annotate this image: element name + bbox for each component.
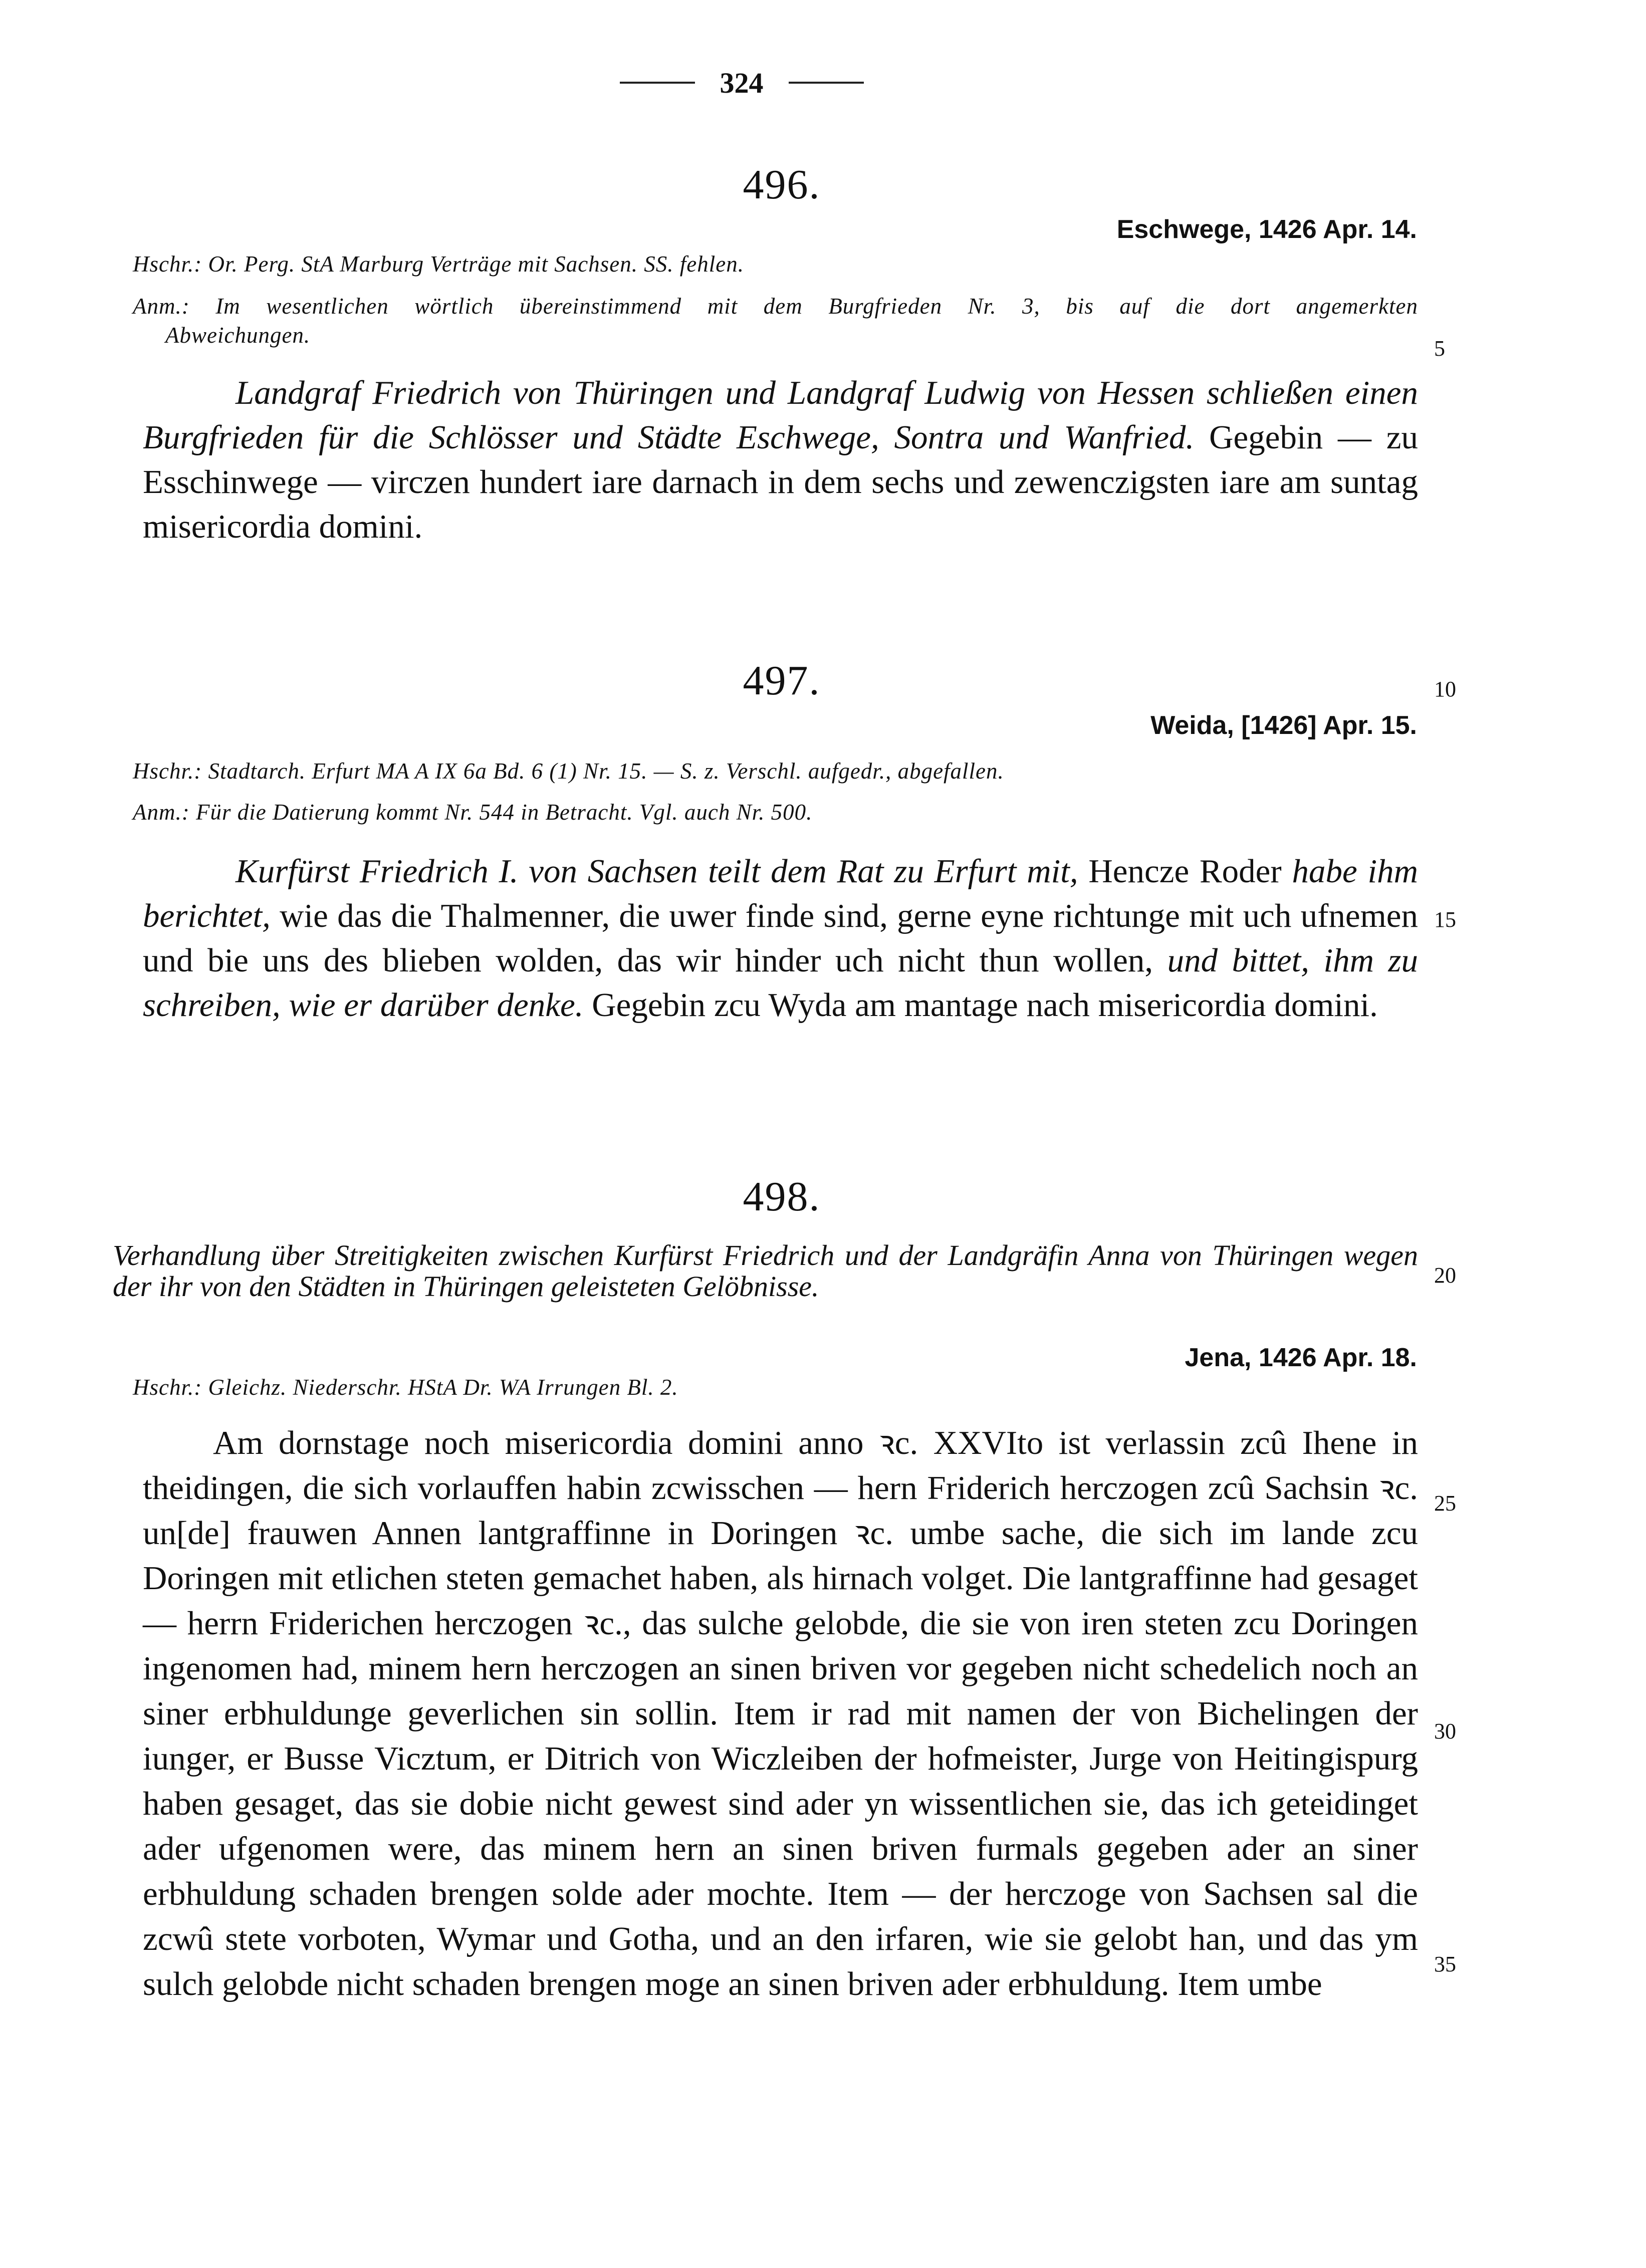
entry-place-date: Eschwege, 1426 Apr. 14. (1116, 215, 1417, 244)
margin-line-number: 35 (1434, 1952, 1456, 1976)
entry-quote: Gegebin — zu Esschinwege — virczen hundert iare darnach in dem sechs und zewenczigsten iare am suntag misericordia domini. (143, 419, 1418, 545)
entry-hschr: Hschr.: Stadtarch. Erfurt MA A IX 6a Bd. 6 (1) Nr. 15. — S. z. Verschl. aufgedr., abgefallen. (133, 759, 1004, 784)
entry-anm: Anm.: Im wesentlichen wörtlich übereinstimmend mit dem Burgfrieden Nr. 3, bis auf die dort angemerkten (133, 294, 1418, 319)
entry-body (143, 1420, 1418, 2006)
entry-anm: Anm.: Für die Datierung kommt Nr. 544 in Betracht. Vgl. auch Nr. 500. (133, 800, 813, 825)
entry-body (143, 371, 1418, 549)
margin-line-number: 5 (1434, 336, 1445, 361)
entry-quote-part: Hencze Roder (1088, 853, 1282, 890)
entry-regest-part: Kurfürst Friedrich I. von Sachsen teilt dem Rat zu Erfurt mit, (236, 853, 1078, 890)
entry-quote-part: wie das die Thalmenner, die uwer finde sind, gerne eyne richtunge mit uch ufnemen und bie uns des blieben wolden, das wir hinder uch nicht thun wollen, (143, 897, 1419, 979)
entry-quote-part: Gegebin zcu Wyda am mantage nach misericordia domini. (592, 986, 1378, 1024)
entry-place-date: Jena, 1426 Apr. 18. (1185, 1343, 1417, 1372)
entry-regest-part: und bittet, ihm zu schreiben, wie er darüber denke. (143, 942, 1419, 1024)
entry-regest-part: habe ihm berichtet, (143, 853, 1419, 934)
margin-line-number: 10 (1434, 677, 1456, 701)
header-rule-left (620, 82, 695, 84)
page-header (581, 60, 902, 105)
entry-text: Am dornstage noch misericordia domini anno ꝛc. XXVIto ist verlassin zcû Ihene in theidingen, die sich vorlauffen habin zcwisschen — hern Friderich herczogen zcû Sachsin ꝛc. un[de] frauwen Annen lantgraffinne in Doringen ꝛc. umbe sache, die sich im lande zcu Doringen mit etlichen steten gemachet haben, als hirnach volget. Die lantgraffinne had gesaget — herrn Friderichen herczogen ꝛc., das sulche gelobde, die sie von iren steten zcu Doringen ingenomen had, minem hern herczogen an sinen briven vor gegeben nicht schedelich noch an siner erbhuldunge geverlichen sin sollin. Item ir rad mit namen der von Bichelingen der iunger, er Busse Vicztum, er Ditrich von Wiczleiben der hofmeister, Jurge von Heitingispurg haben gesaget, das sie dobie nicht gewest sind ader yn wissentlichen sie, das ich geteidinget ader ufgenomen were, das minem hern an sinen briven furmals gegeben ader an siner erbhuldung schaden brengen solde ader mochte. Item — der herczoge von Sachsen sal die zcwû stete vorboten, Wymar und Gotha, und an den irfaren, wie sie gelobt han, und das ym sulch gelobde nicht schaden brengen moge an sinen briven ader erbhuldung. Item umbe (143, 1424, 1418, 2002)
entry-summary: Verhandlung über Streitigkeiten zwischen Kurfürst Friedrich und der Landgräfin Anna von Thüringen wegen der ihr von den Städten in Thüringen geleisteten Gelöbnisse. (113, 1239, 1418, 1303)
entry-number: 497. (743, 657, 821, 704)
entry-hschr: Hschr.: Or. Perg. StA Marburg Verträge mit Sachsen. SS. fehlen. (133, 251, 744, 277)
entry-regest: Landgraf Friedrich von Thüringen und Landgraf Ludwig von Hessen schließen einen Burgfrieden für die Schlösser und Städte Eschwege, Sontra und Wanfried. (143, 374, 1418, 456)
entry-number: 498. (743, 1173, 821, 1220)
margin-line-number: 25 (1434, 1491, 1456, 1516)
entry-body (143, 849, 1418, 1028)
header-rule-right (789, 82, 864, 84)
margin-line-number: 20 (1434, 1263, 1456, 1288)
entry-number: 496. (743, 161, 821, 208)
page-number: 324 (720, 66, 764, 99)
entry-hschr: Hschr.: Gleichz. Niederschr. HStA Dr. WA Irrungen Bl. 2. (133, 1375, 678, 1400)
margin-line-number: 15 (1434, 907, 1456, 932)
entry-anm-continued: Abweichungen. (165, 323, 311, 348)
margin-line-number: 30 (1434, 1719, 1456, 1743)
entry-place-date: Weida, [1426] Apr. 15. (1150, 711, 1417, 740)
